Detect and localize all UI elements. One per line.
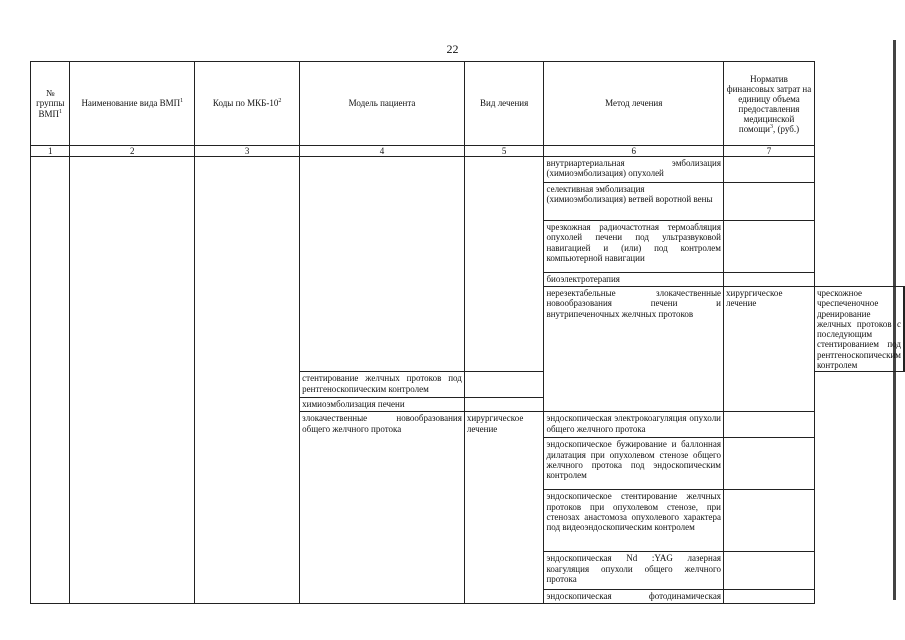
treatment-method-cell: стентирование желчных протоков под рентгеноскопическим контролем — [300, 372, 465, 398]
treatment-type-cell — [464, 157, 544, 372]
column-number: 5 — [464, 146, 544, 157]
page-number: 22 — [446, 42, 459, 56]
treatment-method-cell: биоэлектротерапия — [544, 273, 724, 287]
group-number-cell — [31, 157, 70, 604]
treatment-method-cell: эндоскопическое бужирование и баллонная дилатация при опухолевом стенозе общего желчного протока под эндоскопическим контролем — [544, 438, 724, 490]
treatment-method-cell: химиоэмболизация печени — [300, 398, 465, 412]
column-number: 4 — [300, 146, 465, 157]
cost-cell — [464, 398, 544, 412]
table-row — [31, 157, 905, 183]
header-treatment-method: Метод лечения — [544, 62, 724, 146]
header-icd-codes: Коды по МКБ-$10^2$ — [195, 62, 300, 146]
cost-cell — [724, 221, 815, 273]
treatment-method-cell: чрезкожная радиочастотная термоабляция опухолей печени под ультразвуковой навигацией и (или) под контролем компьютерной навигации — [544, 221, 724, 273]
treatment-method-cell: чрескожное чреспеченочное дренирование желчных протоков с последующим стентированием под рентгеноскопическим контролем — [814, 287, 903, 372]
treatment-method-cell: эндоскопическая электрокоагуляция опухоли общего желчного протока — [544, 412, 724, 438]
treatment-type-cell: хирургическое лечение — [724, 287, 815, 412]
vmp-name-cell — [70, 157, 195, 604]
column-number: 7 — [724, 146, 815, 157]
cost-cell — [724, 157, 815, 183]
cost-cell — [724, 273, 815, 287]
treatment-method-cell: селективная эмболизация (химиоэмболизация) ветвей воротной вены — [544, 183, 724, 221]
cost-cell — [724, 490, 815, 552]
column-number: 1 — [31, 146, 70, 157]
column-number: 3 — [195, 146, 300, 157]
cost-cell — [724, 590, 815, 604]
cost-cell — [464, 372, 544, 398]
column-number: 2 — [70, 146, 195, 157]
header-group-number: № группы ВМП$^1$ — [31, 62, 70, 146]
cost-cell — [724, 183, 815, 221]
header-treatment-type: Вид лечения — [464, 62, 544, 146]
treatment-method-cell: эндоскопическая фотодинамическая — [544, 590, 724, 604]
vmp-table — [30, 61, 905, 604]
patient-model-cell: злокачественные новообразования общего желчного протока — [300, 412, 465, 604]
cost-cell — [724, 552, 815, 590]
header-row — [31, 62, 905, 146]
treatment-type-cell: хирургическое лечение — [464, 412, 544, 604]
cost-cell — [724, 438, 815, 490]
header-patient-model: Модель пациента — [300, 62, 465, 146]
patient-model-cell: нерезектабельные злокачественные новообразования печени и внутрипеченочных желчных протоков — [544, 287, 724, 412]
treatment-method-cell: эндоскопическая Nd :YAG лазерная коагуляция опухоли общего желчного протока — [544, 552, 724, 590]
cost-cell — [904, 287, 905, 372]
header-cost-standard: Норматив финансовых затрат на единицу объема предоставления медицинской помощи$^3$, (руб.) — [724, 62, 815, 146]
treatment-method-cell: внутриартериальная эмболизация (химиоэмболизация) опухолей — [544, 157, 724, 183]
header-vmp-name: Наименование вида ВМП$^1$ — [70, 62, 195, 146]
column-number-row — [31, 146, 905, 157]
column-number: 6 — [544, 146, 724, 157]
treatment-method-cell: эндоскопическое стентирование желчных протоков при опухолевом стенозе, при стенозах анастомоза опухолевого характера под видеоэндоскопическим контролем — [544, 490, 724, 552]
cost-cell — [724, 412, 815, 438]
icd-codes-cell — [195, 157, 300, 604]
patient-model-cell — [300, 157, 465, 372]
